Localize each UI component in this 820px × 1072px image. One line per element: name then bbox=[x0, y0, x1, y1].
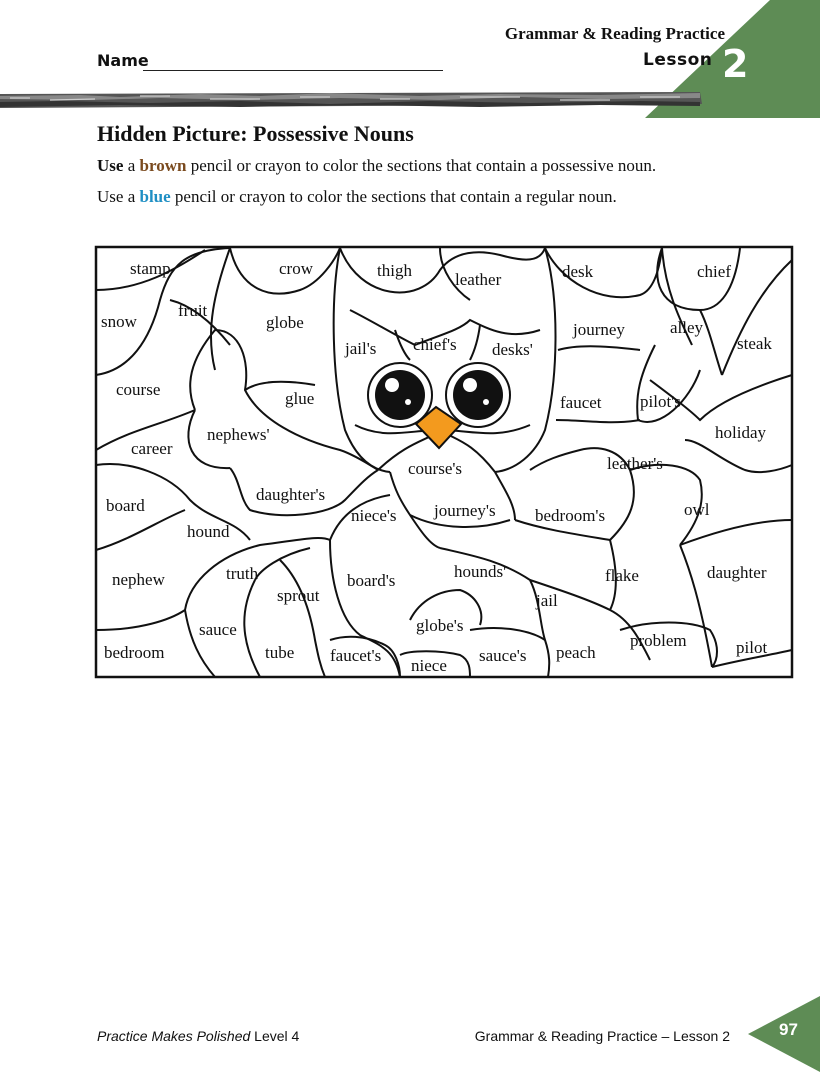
word-label: board's bbox=[347, 571, 396, 590]
word-label: desks' bbox=[492, 340, 533, 359]
word-label: alley bbox=[670, 318, 704, 337]
word-label: crow bbox=[279, 259, 313, 278]
word-label: chief bbox=[697, 262, 731, 281]
instruction-rest: pencil or crayon to color the sections that contain a possessive noun. bbox=[186, 156, 657, 175]
word-label: sprout bbox=[277, 586, 320, 605]
page-number: 97 bbox=[779, 1020, 798, 1039]
lesson-label: Lesson bbox=[643, 50, 713, 70]
word-label: board bbox=[106, 496, 145, 515]
book-title: Practice Makes Polished bbox=[97, 1028, 251, 1044]
word-label: hounds' bbox=[454, 562, 507, 581]
word-label: faucet bbox=[560, 393, 602, 412]
word-label: nephew bbox=[112, 570, 165, 589]
word-label: steak bbox=[737, 334, 772, 353]
eye-highlight-left bbox=[385, 378, 399, 392]
instruction-rest: pencil or crayon to color the sections that contain a regular noun. bbox=[170, 187, 617, 206]
word-label: leather bbox=[455, 270, 502, 289]
word-label: bedroom's bbox=[535, 506, 606, 525]
word-label: holiday bbox=[715, 423, 766, 442]
word-label: sauce's bbox=[479, 646, 527, 665]
word-label: hound bbox=[187, 522, 230, 541]
word-label: owl bbox=[684, 500, 710, 519]
word-label: journey's bbox=[434, 501, 496, 520]
word-label: pilot's bbox=[640, 392, 681, 411]
word-label: daughter bbox=[707, 563, 767, 582]
word-label: snow bbox=[101, 312, 137, 331]
word-label: globe bbox=[266, 313, 304, 332]
word-label: niece's bbox=[351, 506, 397, 525]
eye-highlight-right bbox=[463, 378, 477, 392]
word-label: sauce bbox=[199, 620, 237, 639]
word-label: course's bbox=[408, 459, 463, 478]
book-level: Level 4 bbox=[250, 1028, 300, 1044]
word-label: jail bbox=[536, 591, 558, 610]
word-label: career bbox=[131, 439, 173, 458]
word-label: jail's bbox=[345, 339, 377, 358]
word-label: nephews' bbox=[207, 425, 270, 444]
instruction-verb: Use bbox=[97, 156, 124, 175]
name-label: Name bbox=[97, 51, 149, 70]
brown-color-word: brown bbox=[139, 156, 187, 175]
word-label: tube bbox=[265, 643, 295, 662]
owl-eye-left bbox=[375, 370, 425, 420]
word-labels bbox=[101, 259, 772, 675]
word-label: desk bbox=[562, 262, 594, 281]
word-label: thigh bbox=[377, 261, 412, 280]
word-label: faucet's bbox=[330, 646, 382, 665]
word-label: journey bbox=[573, 320, 625, 339]
word-label: niece bbox=[411, 656, 447, 675]
word-label: flake bbox=[605, 566, 639, 585]
word-label: stamp bbox=[130, 259, 171, 278]
word-label: fruit bbox=[178, 301, 208, 320]
word-label: problem bbox=[630, 631, 687, 650]
word-label: globe's bbox=[416, 616, 464, 635]
instruction-article: a bbox=[123, 156, 140, 175]
word-label: course bbox=[116, 380, 161, 399]
word-label: leather's bbox=[607, 454, 663, 473]
word-label: truth bbox=[226, 564, 259, 583]
eye-highlight-left-small bbox=[405, 399, 411, 405]
footer-lesson: Grammar & Reading Practice – Lesson 2 bbox=[474, 1028, 730, 1044]
word-label: pilot bbox=[736, 638, 768, 657]
owl-eye-right bbox=[453, 370, 503, 420]
word-label: chief's bbox=[413, 335, 457, 354]
word-label: daughter's bbox=[256, 485, 326, 504]
word-label: bedroom bbox=[104, 643, 165, 662]
footer-book-title bbox=[97, 1028, 299, 1044]
eye-highlight-right-small bbox=[483, 399, 489, 405]
instruction-lead: Use a bbox=[97, 187, 140, 206]
word-label: peach bbox=[556, 643, 596, 662]
worksheet-title: Hidden Picture: Possessive Nouns bbox=[97, 121, 414, 146]
owl-face bbox=[368, 363, 510, 448]
lesson-number: 2 bbox=[722, 42, 749, 86]
blue-color-word: blue bbox=[139, 187, 171, 206]
word-label: glue bbox=[285, 389, 315, 408]
header-title: Grammar & Reading Practice bbox=[504, 24, 725, 43]
